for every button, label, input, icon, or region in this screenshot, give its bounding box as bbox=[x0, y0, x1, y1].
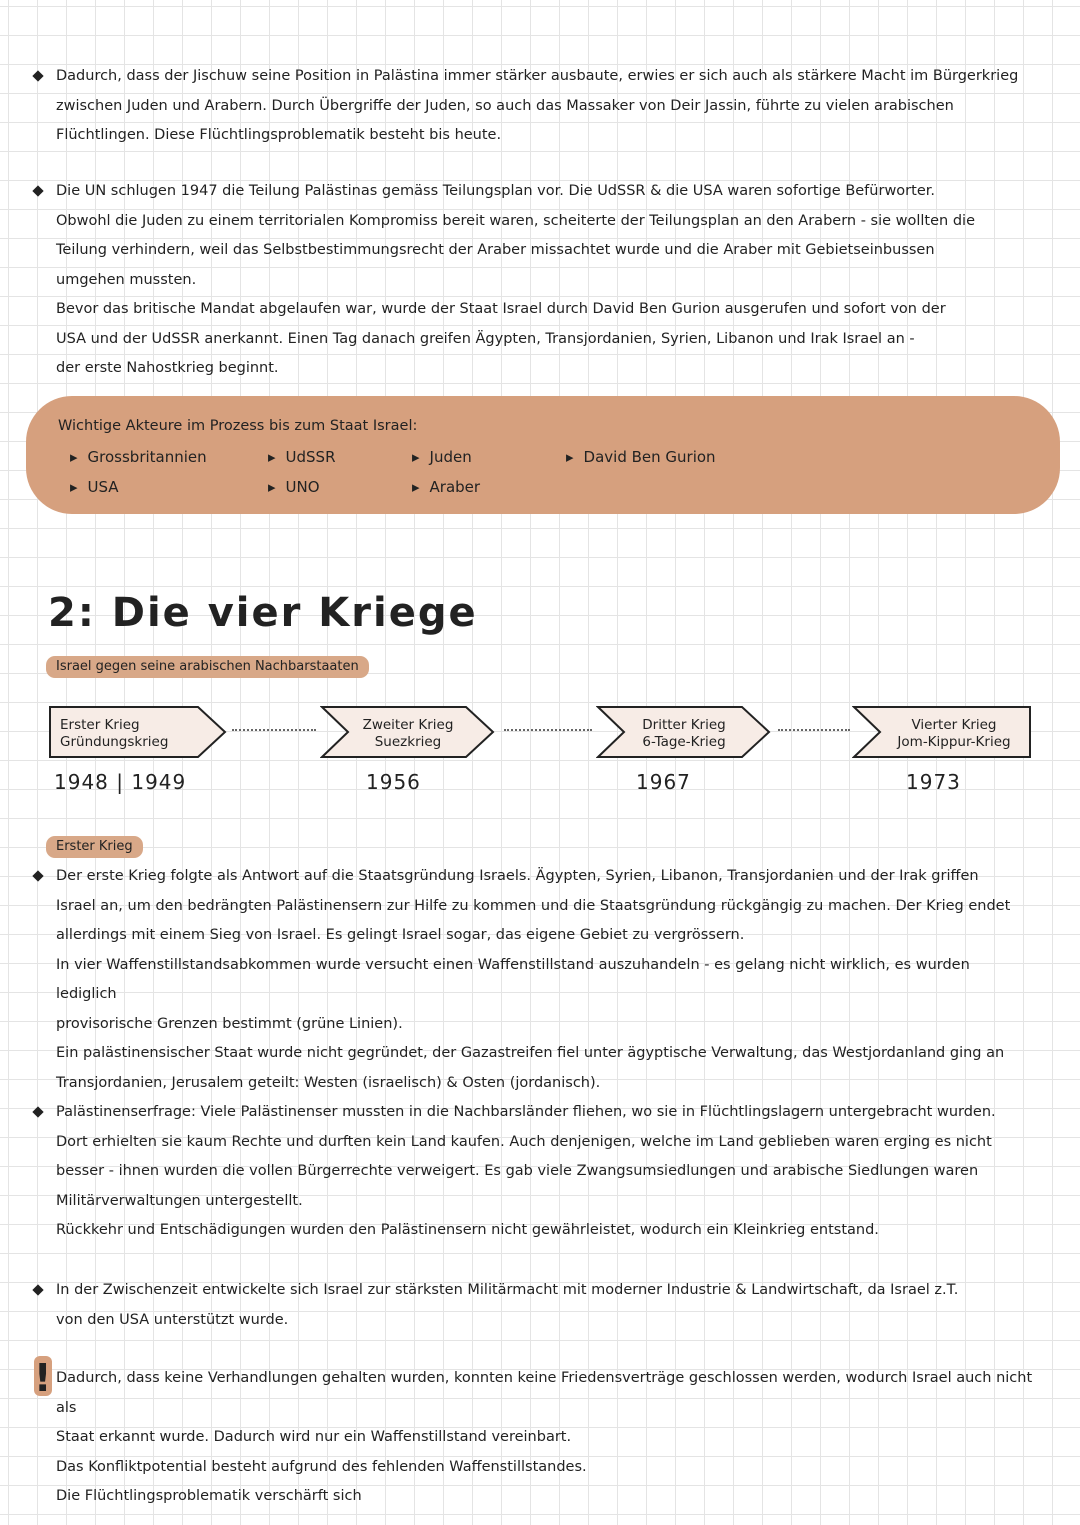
bullet-diamond-icon bbox=[32, 1284, 43, 1295]
bullet-text bbox=[56, 862, 1034, 1098]
timeline-label-line: 6-Tage-Krieg bbox=[642, 734, 726, 750]
text-line: Dadurch, dass keine Verhandlungen gehalten wurden, konnten keine Friedensverträge geschlossen werden, wodurch Israel auch nicht als bbox=[56, 1370, 1033, 1416]
text-line: Palästinenserfrage: Viele Palästinenser mussten in die Nachbarsländer fliehen, wo sie in Flüchtlingslagern untergebracht wurden. bbox=[56, 1104, 996, 1120]
timeline-arrow-3 bbox=[596, 705, 772, 759]
text-line: Militärverwaltungen untergestellt. bbox=[56, 1192, 303, 1209]
bullet-text bbox=[56, 177, 1034, 384]
text-line: allerdings mit einem Sieg von Israel. Es gelingt Israel sogar, das eigene Gebiet zu vergrössern. bbox=[56, 927, 745, 943]
timeline-arrow-1 bbox=[48, 705, 228, 759]
timeline-connector bbox=[504, 729, 592, 731]
timeline-label-line: Gründungskrieg bbox=[60, 734, 169, 750]
bullet-text bbox=[56, 1098, 1034, 1246]
bullet-militaermacht bbox=[34, 1276, 1034, 1335]
actor-item: ▸ Araber bbox=[412, 478, 480, 496]
bullet-text bbox=[56, 62, 1034, 151]
timeline-connector bbox=[778, 729, 850, 731]
text-line: Dort erhielten sie kaum Rechte und durften kein Land kaufen. Auch denjenigen, welche im Land geblieben waren erging es nicht bbox=[56, 1133, 992, 1150]
bullet-erster-krieg bbox=[34, 862, 1034, 1098]
bullet-diamond-icon bbox=[32, 870, 43, 881]
text-line: Staat erkannt wurde. Dadurch wird nur ein Waffenstillstand vereinbart. bbox=[56, 1429, 572, 1445]
actors-title: Wichtige Akteure im Prozess bis zum Staat Israel: bbox=[58, 418, 418, 434]
exclamation-icon: ! bbox=[34, 1356, 52, 1400]
timeline-connector bbox=[232, 729, 316, 731]
bullet-jischuw bbox=[34, 62, 1034, 151]
text-line: Obwohl die Juden zu einem territorialen Kompromiss bereit waren, scheiterte der Teilungsplan an den Arabern - sie wollten die bbox=[56, 212, 975, 229]
timeline-arrow-2 bbox=[320, 705, 496, 759]
timeline-year: 1967 bbox=[636, 770, 691, 794]
text-line: von den USA unterstützt wurde. bbox=[56, 1311, 289, 1328]
text-line: In der Zwischenzeit entwickelte sich Israel zur stärksten Militärmacht mit moderner Industrie & Landwirtschaft, da Israel z.T. bbox=[56, 1282, 959, 1298]
bullet-palaestinenserfrage bbox=[34, 1098, 1034, 1246]
text-line: Ein palästinensischer Staat wurde nicht gegründet, der Gazastreifen fiel unter ägyptische Verwaltung, das Westjordanland ging an bbox=[56, 1045, 1005, 1061]
actor-item: ▸ Juden bbox=[412, 448, 472, 466]
timeline-year: 1956 bbox=[366, 770, 421, 794]
timeline-label bbox=[60, 717, 168, 751]
text-line: besser - ihnen wurden die vollen Bürgerrechte verweigert. Es gab viele Zwangsumsiedlungen und arabische Siedlungen waren bbox=[56, 1163, 979, 1179]
timeline-label bbox=[348, 717, 468, 751]
timeline-label-line: Erster Krieg bbox=[60, 717, 140, 733]
section-subtitle: Israel gegen seine arabischen Nachbarstaaten bbox=[46, 656, 369, 678]
text-line: umgehen mussten. bbox=[56, 271, 197, 288]
text-line: Transjordanien, Jerusalem geteilt: Westen (israelisch) & Osten (jordanisch). bbox=[56, 1074, 601, 1091]
timeline-label-line: Suezkrieg bbox=[374, 734, 442, 750]
timeline-year: 1948 | 1949 bbox=[54, 770, 187, 794]
bullet-diamond-icon bbox=[32, 1106, 43, 1117]
text-line: Israel an, um den bedrängten Palästinensern zur Hilfe zu kommen und die Staatsgründung rückgängig zu machen. Der Krieg endet bbox=[56, 897, 1011, 914]
timeline-label-line: Jom-Kippur-Krieg bbox=[897, 734, 1011, 750]
actor-item: ▸ UdSSR bbox=[268, 448, 336, 466]
timeline-label-line: Zweiter Krieg bbox=[362, 717, 454, 733]
actor-item: ▸ USA bbox=[70, 478, 119, 496]
actor-item: ▸ David Ben Gurion bbox=[566, 448, 716, 466]
text-line: USA und der UdSSR anerkannt. Einen Tag danach greifen Ägypten, Transjordanien, Syrien, Libanon und Irak Israel an - bbox=[56, 330, 915, 347]
bullet-un-teilung bbox=[34, 177, 1034, 384]
text-line: In vier Waffenstillstandsabkommen wurde versucht einen Waffenstillstand auszuhandeln - es gelang nicht wirklich, es wurden lediglich bbox=[56, 956, 970, 1002]
text-line: Die UN schlugen 1947 die Teilung Palästinas gemäss Teilungsplan vor. Die UdSSR & die USA waren sofortige Befürworter. bbox=[56, 183, 935, 199]
bullet-text bbox=[56, 1276, 1034, 1335]
bullet-diamond-icon bbox=[32, 70, 43, 81]
text-line: Rückkehr und Entschädigungen wurden den Palästinensern nicht gewährleistet, wodurch ein Kleinkrieg entstand. bbox=[56, 1222, 879, 1238]
section-heading: 2: Die vier Kriege bbox=[48, 590, 478, 636]
actor-item: ▸ Grossbritannien bbox=[70, 448, 207, 466]
text-line: Bevor das britische Mandat abgelaufen war, wurde der Staat Israel durch David Ben Gurion ausgerufen und sofort von der bbox=[56, 301, 946, 317]
text-line: der erste Nahostkrieg beginnt. bbox=[56, 360, 279, 376]
timeline-arrow-4 bbox=[852, 705, 1032, 759]
timeline-label-line: Dritter Krieg bbox=[642, 717, 726, 733]
text-line: Das Konfliktpotential besteht aufgrund des fehlenden Waffenstillstandes. bbox=[56, 1458, 587, 1475]
text-line: Dadurch, dass der Jischuw seine Position in Palästina immer stärker ausbaute, erwies er sich auch als stärkere Macht im Bürgerkrieg bbox=[56, 68, 1019, 84]
timeline-label bbox=[624, 717, 744, 751]
text-line: Der erste Krieg folgte als Antwort auf die Staatsgründung Israels. Ägypten, Syrien, Libanon, Transjordanien und der Irak griffen bbox=[56, 868, 979, 884]
timeline-label-line: Vierter Krieg bbox=[911, 717, 997, 733]
text-line: zwischen Juden und Arabern. Durch Übergriffe der Juden, so auch das Massaker von Deir Jassin, führte zu vielen arabischen bbox=[56, 97, 954, 114]
note-block bbox=[34, 1364, 1034, 1512]
text-line: provisorische Grenzen bestimmt (grüne Linien). bbox=[56, 1015, 403, 1032]
text-line: Die Flüchtlingsproblematik verschärft sich bbox=[56, 1488, 362, 1504]
first-war-tag: Erster Krieg bbox=[46, 836, 143, 858]
note-text bbox=[56, 1364, 1034, 1512]
timeline-label bbox=[880, 717, 1028, 751]
bullet-diamond-icon bbox=[32, 185, 43, 196]
actor-item: ▸ UNO bbox=[268, 478, 320, 496]
text-line: Teilung verhindern, weil das Selbstbestimmungsrecht der Araber missachtet wurde und die Araber mit Gebietseinbussen bbox=[56, 242, 935, 258]
timeline-year: 1973 bbox=[906, 770, 961, 794]
text-line: Flüchtlingen. Diese Flüchtlingsproblematik besteht bis heute. bbox=[56, 127, 502, 143]
